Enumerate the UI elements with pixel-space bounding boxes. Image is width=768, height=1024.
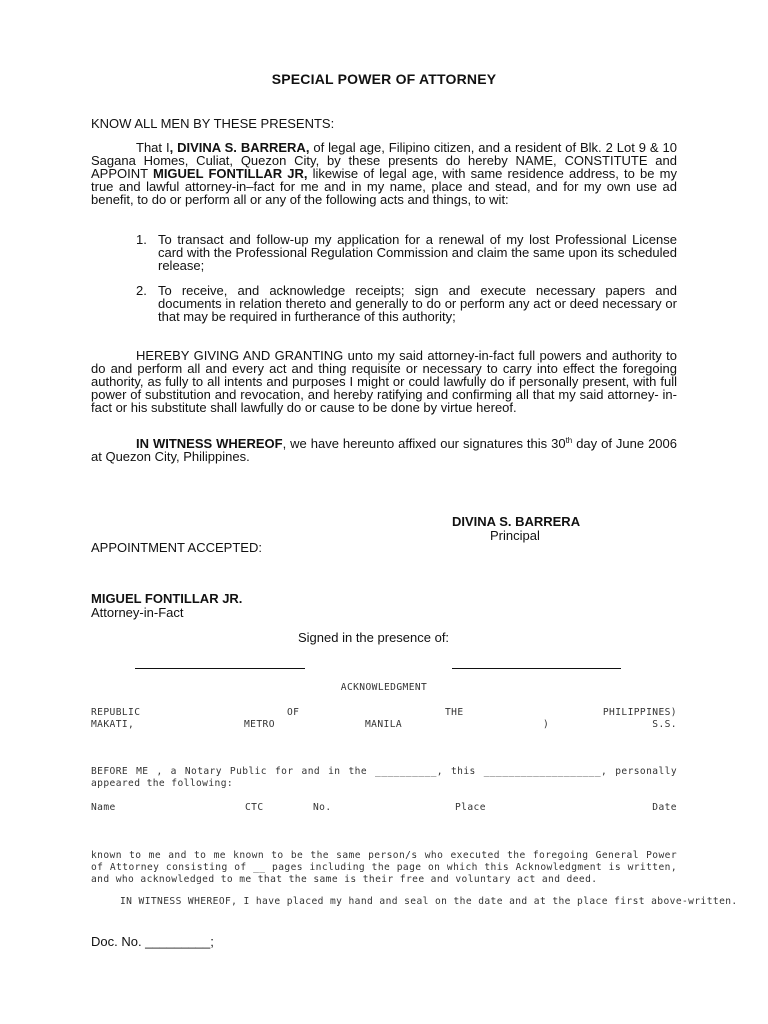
list-item-number: 2. [136,283,147,298]
attorney-name: MIGUEL FONTILLAR JR. [91,591,243,606]
list-item-number: 1. [136,232,147,247]
signed-presence: Signed in the presence of: [298,630,450,645]
known-paragraph: known to me and to me known to be the same person/s who executed the foregoing General Power of Attorney consisting of __ pages including the page on which this Acknowledgment is written, and who acknowledged to me that the same is their free and voluntary act and deed. [91,850,677,885]
intro-paragraph: That I, DIVINA S. BARRERA, of legal age, Filipino citizen, and a resident of Blk. 2 Lot 9 & 10 Sagana Homes, Culiat, Quezon City, by these presents do hereby NAME, CONSTITUTE and APPOINT MIGUEL FONTILLAR JR, likewise of legal age, with same residence address, to be my true and lawful attorney-in–fact for me and in my name, place and stead, and for my own use ad benefit, to do or perform all or any of the following acts and things, to wit: [91,140,677,207]
principal-name: DIVINA S. BARRERA [452,514,581,529]
witness-signature-line [135,668,305,669]
before-me-paragraph: BEFORE ME , a Notary Public for and in the __________, this ___________________, personally appeared the following: [91,766,677,789]
document-title: SPECIAL POWER OF ATTORNEY [271,71,497,87]
principal-role: Principal [490,528,540,543]
list-item-text: To transact and follow-up my application for a renewal of my lost Professional License card with the Professional Regulation Commission and claim the same upon its scheduled release; [158,232,677,273]
notary-witness: IN WITNESS WHEREOF, I have placed my hand and seal on the date and at the place first above-written. [120,896,738,907]
venue-row: REPUBLIC OF THE PHILIPPINES) [91,707,677,718]
venue-row: MAKATI, METRO MANILA ) S.S. [91,719,677,730]
attorney-role: Attorney-in-Fact [91,605,184,620]
list-item-text: To receive, and acknowledge receipts; sign and execute necessary papers and documents in relation thereto and generally to do or perform any act or deed necessary or that may be required in furtherance of this authority; [158,283,677,324]
witness-signature-line [452,668,621,669]
appointment-accepted: APPOINTMENT ACCEPTED: [91,540,262,555]
granting-paragraph: HEREBY GIVING AND GRANTING unto my said attorney-in-fact full powers and authority to do and perform all and every act and thing requisite or necessary to carry into effect the foregoing authority, as fully to all intents and purposes I might or could lawfully do if personally present, with full power of substitution and revocation, and hereby ratifying and confirming all that my said attorney- in-fact or his substitute shall lawfully do or cause to be done by virtue hereof. [91,348,677,415]
salutation: KNOW ALL MEN BY THESE PRESENTS: [91,116,335,131]
witness-paragraph: IN WITNESS WHEREOF, we have hereunto affixed our signatures this 30th day of June 2006 at Quezon City, Philippines. [91,436,677,464]
columns-row: Name CTC No. Place Date [91,802,677,813]
doc-no: Doc. No. _________; [91,934,214,949]
acknowledgment-heading: ACKNOWLEDGMENT [340,682,428,693]
